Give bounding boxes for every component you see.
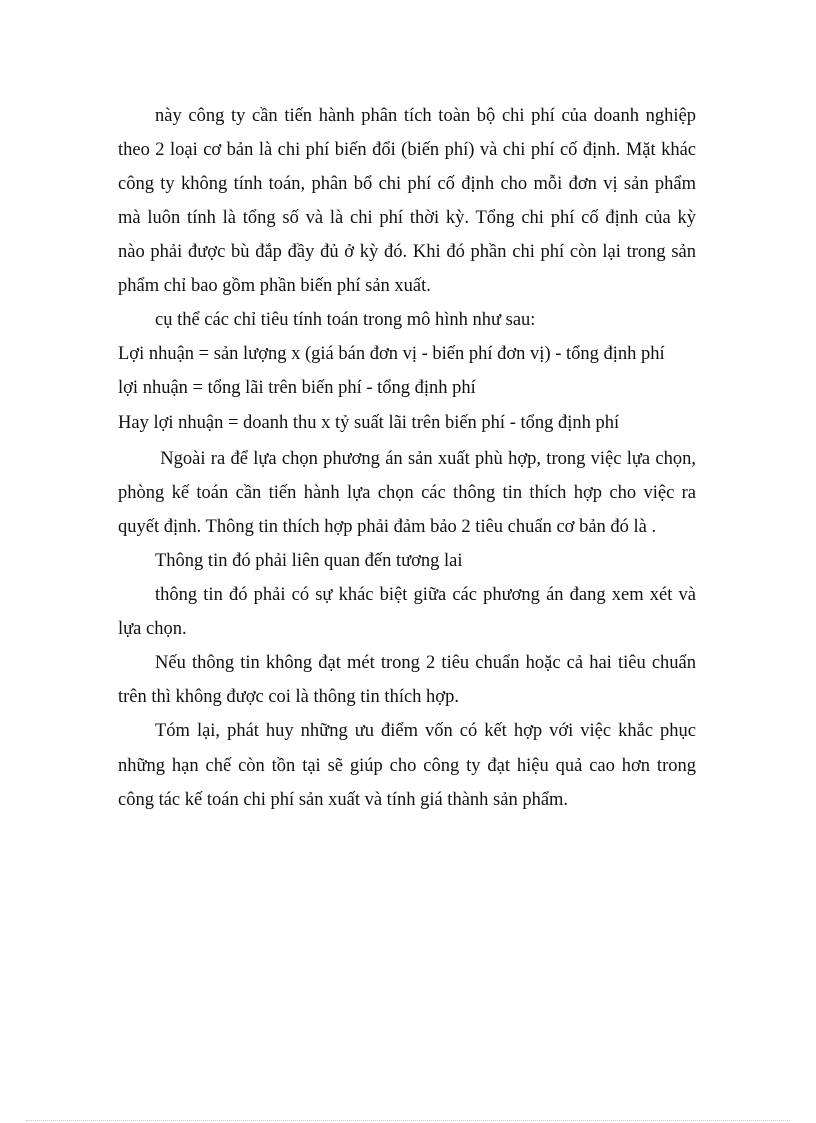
text-line: Tóm lại, phát huy những ưu điểm vốn có kết hợp với việc khắc phục: [155, 721, 696, 741]
text-line: Nếu thông tin không đạt mét trong 2 tiêu chuẩn hoặc cả hai tiêu chuẩn: [155, 653, 696, 673]
text-line: những hạn chế còn tồn tại sẽ giúp cho công ty đạt hiệu quả cao hơn trong: [118, 756, 696, 776]
formula-line: Lợi nhuận = sản lượng x (giá bán đơn vị - biến phí đơn vị) - tổng định phí: [118, 344, 665, 364]
text-line: công ty không tính toán, phân bổ chi phí cố định cho mỗi đơn vị sản phẩm: [118, 174, 696, 194]
text-line: lựa chọn.: [118, 619, 187, 639]
text-line: phòng kế toán cần tiến hành lựa chọn các thông tin thích hợp cho việc ra: [118, 483, 696, 503]
text-line: phẩm chỉ bao gồm phần biến phí sản xuất.: [118, 276, 431, 296]
text-line: nào phải được bù đắp đầy đủ ở kỳ đó. Khi đó phần chi phí còn lại trong sản: [118, 242, 696, 262]
text-line: thông tin đó phải có sự khác biệt giữa các phương án đang xem xét và: [155, 585, 696, 605]
text-line: này công ty cần tiến hành phân tích toàn bộ chi phí của doanh nghiệp: [155, 106, 696, 126]
page-bottom-divider: [26, 1120, 790, 1121]
text-line: Ngoài ra để lựa chọn phương án sản xuất phù hợp, trong việc lựa chọn,: [155, 449, 696, 469]
text-line: trên thì không được coi là thông tin thích hợp.: [118, 687, 459, 707]
formula-line: lợi nhuận = tổng lãi trên biến phí - tổng định phí: [118, 378, 476, 398]
text-line: Thông tin đó phải liên quan đến tương lai: [155, 551, 463, 571]
text-line: quyết định. Thông tin thích hợp phải đảm bảo 2 tiêu chuẩn cơ bản đó là .: [118, 517, 657, 537]
text-line: công tác kế toán chi phí sản xuất và tính giá thành sản phẩm.: [118, 790, 569, 810]
text-line: cụ thể các chỉ tiêu tính toán trong mô hình như sau:: [155, 310, 536, 330]
formula-line: Hay lợi nhuận = doanh thu x tỷ suất lãi trên biến phí - tổng định phí: [118, 413, 620, 433]
text-line: theo 2 loại cơ bản là chi phí biến đổi (biến phí) và chi phí cố định. Mặt khác: [118, 140, 696, 160]
text-line: mà luôn tính là tổng số và là chi phí thời kỳ. Tổng chi phí cố định của kỳ: [118, 208, 696, 228]
